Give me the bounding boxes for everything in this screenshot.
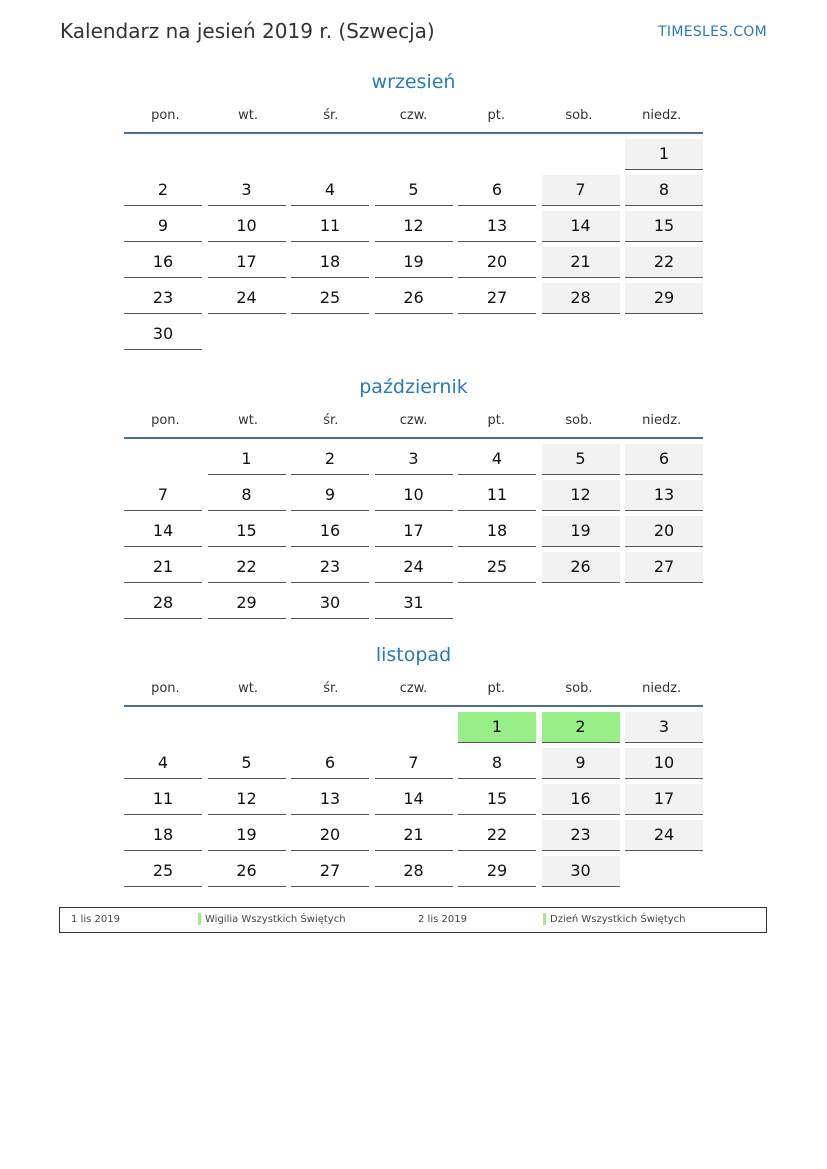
day-cell: 4: [458, 444, 536, 475]
empty-day-cell: [542, 319, 620, 349]
day-cell: 28: [542, 283, 620, 314]
day-cell: 18: [124, 820, 202, 851]
weekday-header-row: [124, 401, 703, 439]
day-cell: 6: [291, 748, 369, 779]
empty-day-cell: [375, 139, 453, 169]
day-cell: 16: [124, 247, 202, 278]
day-cell: 30: [542, 856, 620, 887]
day-cell: 9: [291, 480, 369, 511]
day-cell: 3: [375, 444, 453, 475]
day-cell: 9: [542, 748, 620, 779]
day-cell: 11: [458, 480, 536, 511]
day-cell: 19: [375, 247, 453, 278]
day-cell: 25: [291, 283, 369, 314]
weekday-label: wt.: [238, 108, 259, 123]
day-cell: 1: [458, 712, 536, 743]
empty-day-cell: [625, 588, 703, 618]
day-cell: 11: [291, 211, 369, 242]
weekday-label: niedz.: [642, 681, 682, 696]
month-november: [124, 641, 703, 892]
day-cell: 23: [542, 820, 620, 851]
day-cell: 3: [625, 712, 703, 743]
legend-holiday-name: Wigilia Wszystkich Świętych: [205, 914, 346, 925]
day-cell: 12: [375, 211, 453, 242]
day-cell: 1: [625, 139, 703, 170]
day-cell: 6: [458, 175, 536, 206]
day-cell: 8: [458, 748, 536, 779]
day-cell: 21: [542, 247, 620, 278]
weekday-label: sob.: [565, 681, 593, 696]
weekday-header-row: [124, 96, 703, 134]
weekday-label: wt.: [238, 413, 259, 428]
day-cell: 26: [542, 552, 620, 583]
day-cell: 10: [625, 748, 703, 779]
day-grid: [124, 712, 703, 892]
day-cell: 18: [458, 516, 536, 547]
day-cell: 15: [625, 211, 703, 242]
weekday-label: pon.: [151, 681, 180, 696]
day-cell: 19: [542, 516, 620, 547]
day-cell: 8: [625, 175, 703, 206]
day-cell: 31: [375, 588, 453, 619]
legend-holiday-name: Dzień Wszystkich Świętych: [550, 914, 686, 925]
day-cell: 17: [208, 247, 286, 278]
month-title: wrzesień: [371, 71, 456, 93]
brand-link[interactable]: TIMESLES.COM: [658, 24, 767, 40]
day-cell: 10: [208, 211, 286, 242]
weekday-header-row: [124, 669, 703, 707]
weekday-label: sob.: [565, 413, 593, 428]
day-cell: 9: [124, 211, 202, 242]
day-cell: 15: [458, 784, 536, 815]
empty-day-cell: [124, 139, 202, 169]
empty-day-cell: [375, 319, 453, 349]
day-cell: 26: [375, 283, 453, 314]
day-cell: 24: [625, 820, 703, 851]
weekday-label: śr.: [323, 681, 339, 696]
weekday-label: czw.: [399, 413, 428, 428]
day-cell: 25: [458, 552, 536, 583]
day-cell: 24: [208, 283, 286, 314]
page-title: Kalendarz na jesień 2019 r. (Szwecja): [60, 19, 435, 43]
empty-day-cell: [458, 319, 536, 349]
day-cell: 7: [375, 748, 453, 779]
weekday-label: pt.: [487, 413, 505, 428]
day-cell: 13: [625, 480, 703, 511]
weekday-label: czw.: [399, 108, 428, 123]
day-cell: 4: [291, 175, 369, 206]
day-cell: 17: [375, 516, 453, 547]
day-cell: 21: [375, 820, 453, 851]
month-title: październik: [359, 376, 468, 398]
day-grid: [124, 139, 703, 355]
day-cell: 20: [625, 516, 703, 547]
day-cell: 30: [291, 588, 369, 619]
day-cell: 7: [124, 480, 202, 511]
empty-day-cell: [291, 319, 369, 349]
day-cell: 13: [291, 784, 369, 815]
day-cell: 11: [124, 784, 202, 815]
weekday-label: pon.: [151, 108, 180, 123]
weekday-label: pt.: [487, 108, 505, 123]
day-cell: 24: [375, 552, 453, 583]
day-cell: 19: [208, 820, 286, 851]
weekday-label: sob.: [565, 108, 593, 123]
weekday-label: czw.: [399, 681, 428, 696]
day-cell: 27: [458, 283, 536, 314]
weekday-label: wt.: [238, 681, 259, 696]
day-cell: 29: [208, 588, 286, 619]
empty-day-cell: [542, 588, 620, 618]
weekday-label: niedz.: [642, 413, 682, 428]
month-september: [124, 68, 703, 355]
day-cell: 20: [458, 247, 536, 278]
day-cell: 27: [291, 856, 369, 887]
empty-day-cell: [208, 139, 286, 169]
day-cell: 1: [208, 444, 286, 475]
empty-day-cell: [208, 319, 286, 349]
holiday-color-swatch: [198, 913, 201, 925]
day-cell: 29: [625, 283, 703, 314]
day-cell: 27: [625, 552, 703, 583]
day-cell: 22: [625, 247, 703, 278]
empty-day-cell: [625, 319, 703, 349]
day-cell: 25: [124, 856, 202, 887]
day-cell: 6: [625, 444, 703, 475]
day-cell: 5: [208, 748, 286, 779]
day-grid: [124, 444, 703, 624]
day-cell: 18: [291, 247, 369, 278]
day-cell: 30: [124, 319, 202, 350]
day-cell: 3: [208, 175, 286, 206]
day-cell: 14: [124, 516, 202, 547]
day-cell: 28: [124, 588, 202, 619]
day-cell: 29: [458, 856, 536, 887]
empty-day-cell: [124, 444, 202, 474]
day-cell: 20: [291, 820, 369, 851]
weekday-label: śr.: [323, 413, 339, 428]
day-cell: 5: [375, 175, 453, 206]
empty-day-cell: [458, 139, 536, 169]
day-cell: 5: [542, 444, 620, 475]
day-cell: 28: [375, 856, 453, 887]
day-cell: 8: [208, 480, 286, 511]
empty-day-cell: [291, 139, 369, 169]
weekday-label: pon.: [151, 413, 180, 428]
day-cell: 14: [375, 784, 453, 815]
month-title: listopad: [375, 644, 452, 666]
day-cell: 23: [124, 283, 202, 314]
day-cell: 23: [291, 552, 369, 583]
day-cell: 21: [124, 552, 202, 583]
day-cell: 12: [208, 784, 286, 815]
day-cell: 10: [375, 480, 453, 511]
day-cell: 22: [208, 552, 286, 583]
day-cell: 15: [208, 516, 286, 547]
weekday-label: niedz.: [642, 108, 682, 123]
day-cell: 16: [542, 784, 620, 815]
day-cell: 7: [542, 175, 620, 206]
day-cell: 2: [542, 712, 620, 743]
holiday-color-swatch: [543, 913, 546, 925]
legend-date: 1 lis 2019: [71, 914, 120, 925]
day-cell: 12: [542, 480, 620, 511]
empty-day-cell: [625, 856, 703, 886]
day-cell: 13: [458, 211, 536, 242]
holiday-legend: [59, 907, 767, 933]
day-cell: 16: [291, 516, 369, 547]
empty-day-cell: [124, 712, 202, 742]
weekday-label: pt.: [487, 681, 505, 696]
day-cell: 14: [542, 211, 620, 242]
empty-day-cell: [375, 712, 453, 742]
legend-date: 2 lis 2019: [418, 914, 467, 925]
day-cell: 26: [208, 856, 286, 887]
day-cell: 2: [291, 444, 369, 475]
empty-day-cell: [458, 588, 536, 618]
day-cell: 2: [124, 175, 202, 206]
empty-day-cell: [291, 712, 369, 742]
weekday-label: śr.: [323, 108, 339, 123]
day-cell: 22: [458, 820, 536, 851]
day-cell: 4: [124, 748, 202, 779]
month-october: [124, 373, 703, 624]
empty-day-cell: [208, 712, 286, 742]
empty-day-cell: [542, 139, 620, 169]
day-cell: 17: [625, 784, 703, 815]
